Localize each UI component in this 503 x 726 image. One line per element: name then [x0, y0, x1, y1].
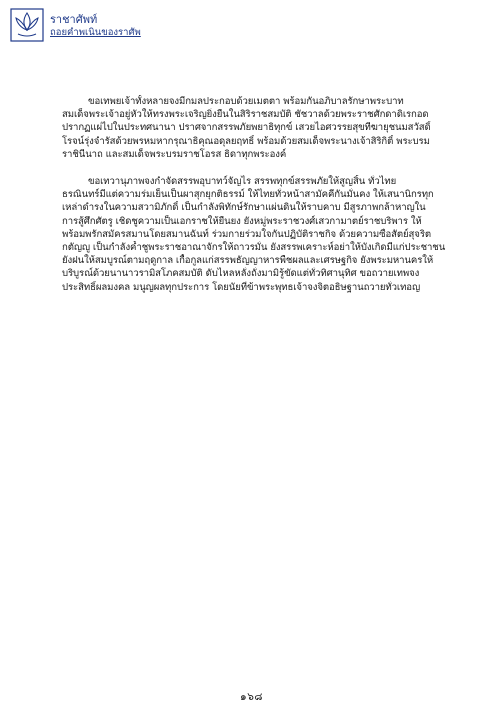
text-line: ราชินีนาถ และสมเด็จพระบรมราชโอรส ธิดาทุกพระองค์ [62, 148, 287, 160]
text-line: ยังฝนให้สมบูรณ์ตามฤดูกาล เกื้อกูลแก่สรรพธัญญาหารพืชผลและเศรษฐกิจ ยังพระมหานครให้ [62, 255, 434, 267]
text-line: เหล่าดำรงในความสวามิภักดิ์ เป็นกำลังพิทักษ์รักษาแผ่นดินให้ราบคาบ มีสูรภาพกล้าหาญใน [62, 202, 426, 214]
text-line: ประสิทธิ์ผลมงคล มนูญผลทุกประการ โดยนัยที่ข้าพระพุทธเจ้าจงจิตอธิษฐานถวายทั่วเทอญ [62, 281, 421, 293]
page-number: ๑๖๘ [240, 691, 263, 703]
header-subtitle: ถอยคำพเนินของราศัพ [50, 27, 141, 38]
page-header [10, 8, 150, 42]
text-line: สมเด็จพระเจ้าอยู่หัวให้ทรงพระเจริญยิ่งยืนในสิริราชสมบัติ ชัชวาลด้วยพระราชศักดาดิเรกอด [62, 109, 429, 121]
text-line: พร้อมพรักสมัครสมานโดยสมานฉันท์ ร่วมกายร่วมใจกันปฏิบัติราชกิจ ด้วยความซื่อสัตย์สุจริต [62, 228, 432, 240]
text-line: โรจน์รุ่งจำรัสด้วยพรหมหากรุณาธิคุณอดุลยฤทธิ์ พร้อมด้วยสมเด็จพระนางเจ้าสิริกิติ์ พระบรม [62, 135, 430, 147]
text-line: การสู้ศึกศัตรู เชิดชูความเป็นเอกราชให้ยืนยง ยังหมู่พระราชวงศ์เสวกามาตย์ราชบริพาร ให้ [62, 215, 422, 227]
text-line: ธรณินทร์มีแต่ความร่มเย็นเป็นผาสุกยุกติธรรม์ ให้ไทยทั่วหน้าสามัคคีกันมั่นคง ให้เสนานิกรทุก [62, 189, 434, 201]
text-line: กตัญญู เป็นกำลังค้ำชูพระราชอาณาจักรให้ถาวรมั่น ยังสรรพเคราะห์อย่าให้บังเกิดมีแก่ประชาชน [62, 242, 446, 254]
document-body [62, 95, 450, 308]
text-line: บริบูรณ์ด้วยนานาวรามิสโภคสมบัติ ดับไหลหลั่งถั่งมามิรู้ขัดแต่ทั่วทิศานุทิศ ขอถวายเทพจง [62, 268, 420, 280]
paragraph-blessing-nation [62, 175, 450, 294]
text-line: ขอเทพยเจ้าทั้งหลายจงมีกมลประกอบด้วยเมตตา พร้อมกันอภิบาลรักษาพระบาท [88, 96, 404, 107]
header-title: ราชาศัพท์ [50, 13, 98, 26]
paragraph-blessing-royal [62, 95, 450, 161]
text-line: ปรากฏแผ่ไปในประทศนานา ปราศจากสรรพภัยพยาธิทุกข์ เสวยไอศวรรยสุขทีฆายุชนมสวัสดิ์ [62, 122, 431, 134]
lotus-logo-icon [10, 8, 44, 42]
text-line: ขอเทวานุภาพจงกำจัดสรรพอุบาทว์จัญไร สรรพทุกข์สรรพภัยให้สูญสิ้น ทั่วไทย [88, 176, 397, 188]
